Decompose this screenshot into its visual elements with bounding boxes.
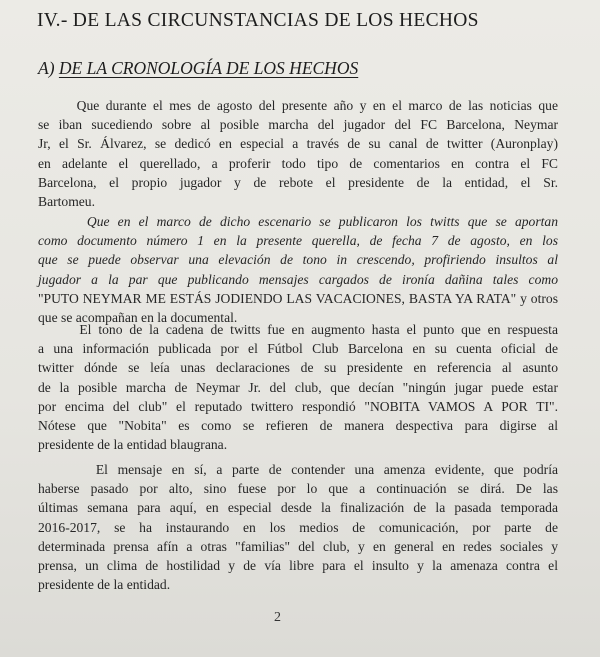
paragraph-line: Jr, el Sr. Álvarez, se dedicó en especial a través de su canal de twitter (Auronplay) [38,136,558,152]
paragraph-2 [38,212,558,327]
paragraph-4 [38,460,558,594]
paragraph-line: El mensaje en sí, a parte de contender una amenza evidente, que podría [38,462,558,477]
paragraph-line: que se puede observar una elevación de tono in crescendo, profiriendo insultos al [38,252,558,268]
paragraph-line: Bartomeu. [38,194,96,210]
paragraph-3 [38,320,558,454]
paragraph-line: por encima del club" el reputado twittero respondió "NOBITA VAMOS A POR TI". [38,398,558,414]
paragraph-line: 2016-2017, se ha instaurando en los medios de comunicación, por parte de [38,519,558,535]
paragraph-line: haberse pasado por alto, sino fuese por lo que a continuación se dirá. De las [38,481,558,497]
paragraph-line: jugador a la par que publicando mensajes cargados de ironía dañina tales como [38,271,558,287]
page-number: 2 [274,610,281,625]
paragraph-line: de la posible marcha de Neymar Jr. del club, que decían "ningún jugar puede estar [38,379,558,395]
paragraph-line: Que en el marco de dicho escenario se publicaron los twitts que se aportan [38,214,558,229]
paragraph-line: Barcelona, el propio jugador y de rebote el presidente de la entidad, el Sr. [38,174,558,190]
paragraph-1 [38,96,558,211]
paragraph-line: El tono de la cadena de twitts fue en augmento hasta el punto que en respuesta [38,322,558,337]
subsection-title [38,58,358,79]
section-title: IV.- DE LAS CIRCUNSTANCIAS DE LOS HECHOS [37,10,479,31]
paragraph-line: que se acompañan en la documental. [38,310,238,326]
subsection-heading: DE LA CRONOLOGÍA DE LOS HECHOS [58,58,359,78]
paragraph-line: en adelante el querellado, a proferir todo tipo de comentarios en contra el FC [38,155,558,171]
paragraph-line: Nótese que "Nobita" es como se refieren de manera despectiva para digirse al [38,418,558,434]
paragraph-line: últimas semana para aquí, en especial desde la finalización de la pasada temporada [38,500,558,516]
paragraph-line: determinada prensa afín a otras "familias" del club, y en general en redes sociales y [38,538,558,554]
paragraph-line: prensa, un clima de hostilidad y de vía libre para el insulto y la amenaza contra el [38,558,558,574]
paragraph-line: a una información publicada por el Fútbol Club Barcelona en su cuenta oficial de [38,341,558,357]
paragraph-line: se iban sucediendo sobre al posible marcha del jugador del FC Barcelona, Neymar [38,117,558,133]
paragraph-line: presidente de la entidad. [38,577,171,593]
subsection-prefix: A) [38,58,55,78]
paragraph-line: twitter dónde se leía unas declaraciones de su presidente en referencia al asunto [38,360,558,376]
paragraph-line: como documento número 1 en la presente querella, de fecha 7 de agosto, en los [38,233,558,249]
paragraph-line: Que durante el mes de agosto del presente año y en el marco de las noticias que [38,98,558,113]
paragraph-line: presidente de la entidad blaugrana. [38,437,228,453]
paragraph-line: "PUTO NEYMAR ME ESTÁS JODIENDO LAS VACACIONES, BASTA YA RATA" y otros [38,290,558,306]
